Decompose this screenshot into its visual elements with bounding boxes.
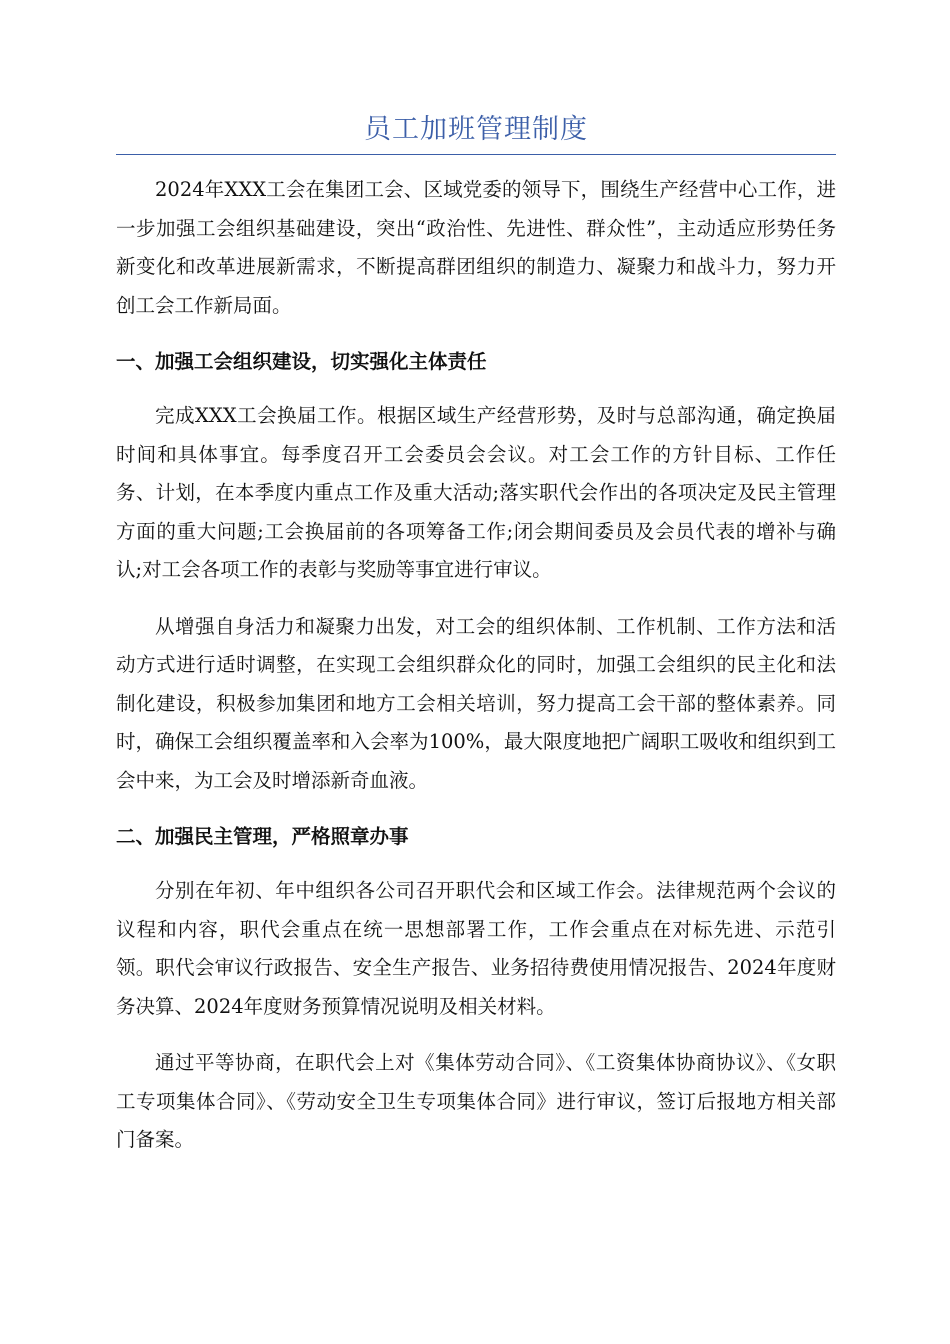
section1-paragraph-2: 从增强自身活力和凝聚力出发，对工会的组织体制、工作机制、工作方法和活动方式进行适时调整，在实现工会组织群众化的同时，加强工会组织的民主化和法制化建设，积极参加集团和地方工会相关培训，努力提高工会干部的整体素养。同时，确保工会组织覆盖率和入会率为100%，最大限度地把广阔职工吸收和组织到工会中来，为工会及时增添新奇血液。 bbox=[116, 614, 836, 792]
section2-paragraph-2: 通过平等协商，在职代会上对《集体劳动合同》、《工资集体协商协议》、《女职工专项集体合同》、《劳动安全卫生专项集体合同》进行审议，签订后报地方相关部门备案。 bbox=[116, 1051, 836, 1151]
section-heading-1: 一、加强工会组织建设，切实强化主体责任 bbox=[116, 350, 487, 373]
section-heading-2: 二、加强民主管理，严格照章办事 bbox=[116, 825, 409, 848]
section1-paragraph-1: 完成XXX工会换届工作。根据区域生产经营形势，及时与总部沟通，确定换届时间和具体事宜。每季度召开工会委员会会议。对工会工作的方针目标、工作任务、计划，在本季度内重点工作及重大活动;落实职代会作出的各项决定及民主管理方面的重大问题;工会换届前的各项筹备工作;闭会期间委员及会员代表的增补与确认;对工会各项工作的表彰与奖励等事宜进行审议。 bbox=[116, 404, 836, 581]
section2-paragraph-1: 分别在年初、年中组织各公司召开职代会和区域工作会。法律规范两个会议的议程和内容，职代会重点在统一思想部署工作，工作会重点在对标先进、示范引领。职代会审议行政报告、安全生产报告、业务招待费使用情况报告、2024年度财务决算、2024年度财务预算情况说明及相关材料。 bbox=[116, 879, 836, 1018]
document-title: 员工加班管理制度 bbox=[116, 110, 836, 155]
intro-paragraph: 2024年XXX工会在集团工会、区域党委的领导下，围绕生产经营中心工作，进一步加强工会组织基础建设，突出“政治性、先进性、群众性”，主动适应形势任务新变化和改革进展新需求，不断提高群团组织的制造力、凝聚力和战斗力，努力开创工会工作新局面。 bbox=[116, 178, 836, 317]
document-page bbox=[116, 110, 836, 1178]
